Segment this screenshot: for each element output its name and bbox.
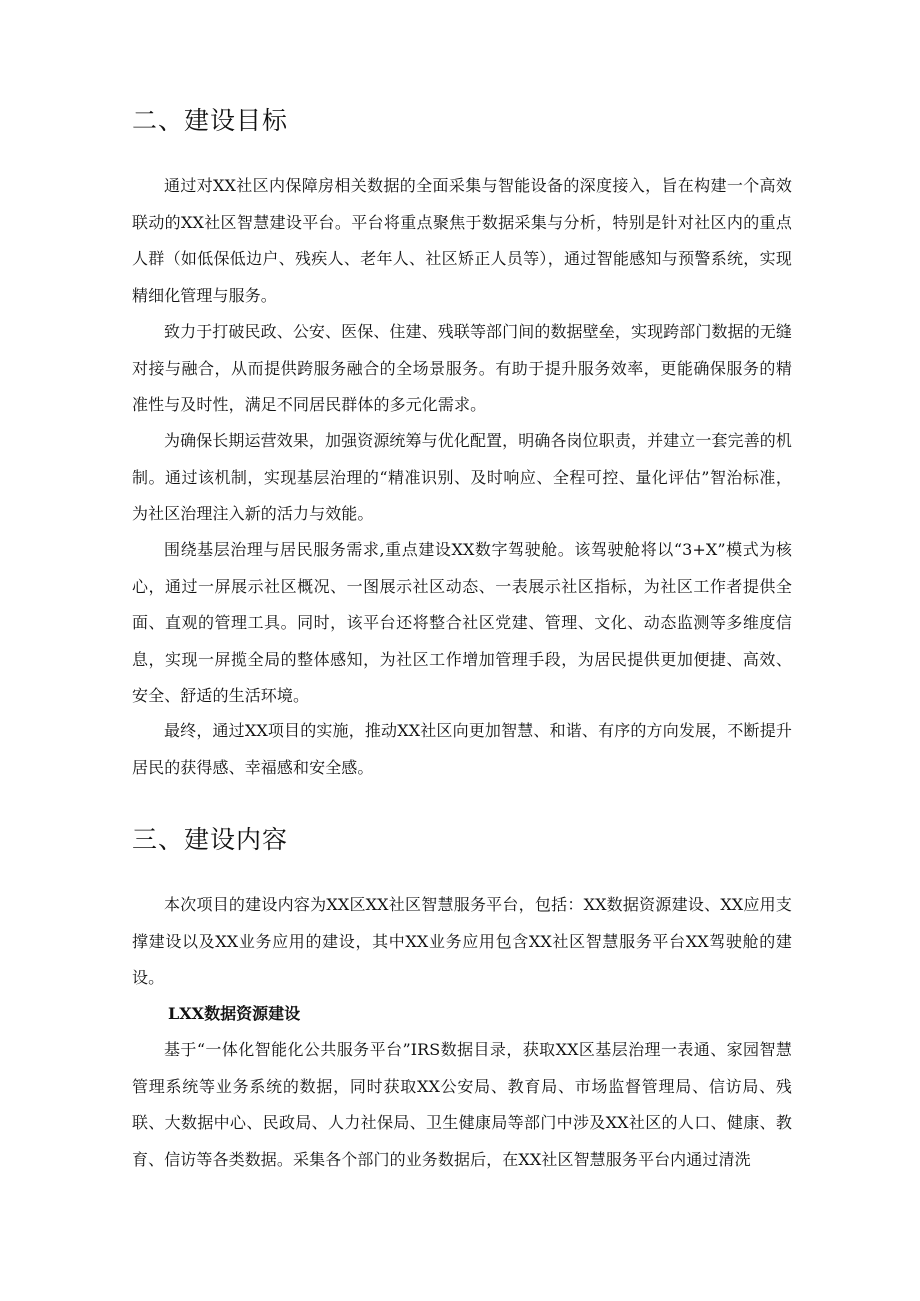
paragraph-goals-5: 最终，通过XX项目的实施，推动XX社区向更加智慧、和谐、有序的方向发展，不断提升居民的获得感、幸福感和安全感。 <box>132 721 792 777</box>
paragraph-goals-1: 通过对XX社区内保障房相关数据的全面采集与智能设备的深度接入，旨在构建一个高效联动的XX社区智慧建设平台。平台将重点聚焦于数据采集与分析，特别是针对社区内的重点人群（如低保低边户、残疾人、老年人、社区矫正人员等），通过智能感知与预警系统，实现精细化管理与服务。 <box>132 176 792 305</box>
paragraph-goals-2: 致力于打破民政、公安、医保、住建、残联等部门间的数据壁垒，实现跨部门数据的无缝对接与融合，从而提供跨服务融合的全场景服务。有助于提升服务效率，更能确保服务的精准性与及时性，满足不同居民群体的多元化需求。 <box>132 322 792 414</box>
subsection-heading-data-resource: LXX数据资源建设 <box>168 1004 301 1023</box>
paragraph-data-resource: 基于“一体化智能化公共服务平台”IRS数据目录，获取XX区基层治理一表通、家园智慧管理系统等业务系统的数据，同时获取XX公安局、教育局、市场监督管理局、信访局、残联、大数据中心、民政局、人力社保局、卫生健康局等部门中涉及XX社区的人口、健康、教育、信访等各类数据。采集各个部门的业务数据后，在XX社区智慧服务平台内通过清洗 <box>132 1040 792 1169</box>
paragraph-goals-3: 为确保长期运营效果，加强资源统筹与优化配置，明确各岗位职责，并建立一套完善的机制。通过该机制，实现基层治理的“精准识别、及时响应、全程可控、量化评估”智治标准，为社区治理注入新的活力与效能。 <box>132 431 792 523</box>
section-heading-content: 三、建设内容 <box>132 825 289 854</box>
section-heading-goals: 二、建设目标 <box>132 106 289 135</box>
paragraph-content-1: 本次项目的建设内容为XX区XX社区智慧服务平台，包括：XX数据资源建设、XX应用支撑建设以及XX业务应用的建设，其中XX业务应用包含XX社区智慧服务平台XX驾驶舱的建设。 <box>132 895 792 987</box>
paragraph-goals-4: 围绕基层治理与居民服务需求,重点建设XX数字驾驶舱。该驾驶舱将以“3+X”模式为核心，通过一屏展示社区概况、一图展示社区动态、一表展示社区指标，为社区工作者提供全面、直观的管理工具。同时，该平台还将整合社区党建、管理、文化、动态监测等多维度信息，实现一屏揽全局的整体感知，为社区工作增加管理手段，为居民提供更加便捷、高效、安全、舒适的生活环境。 <box>132 540 792 705</box>
